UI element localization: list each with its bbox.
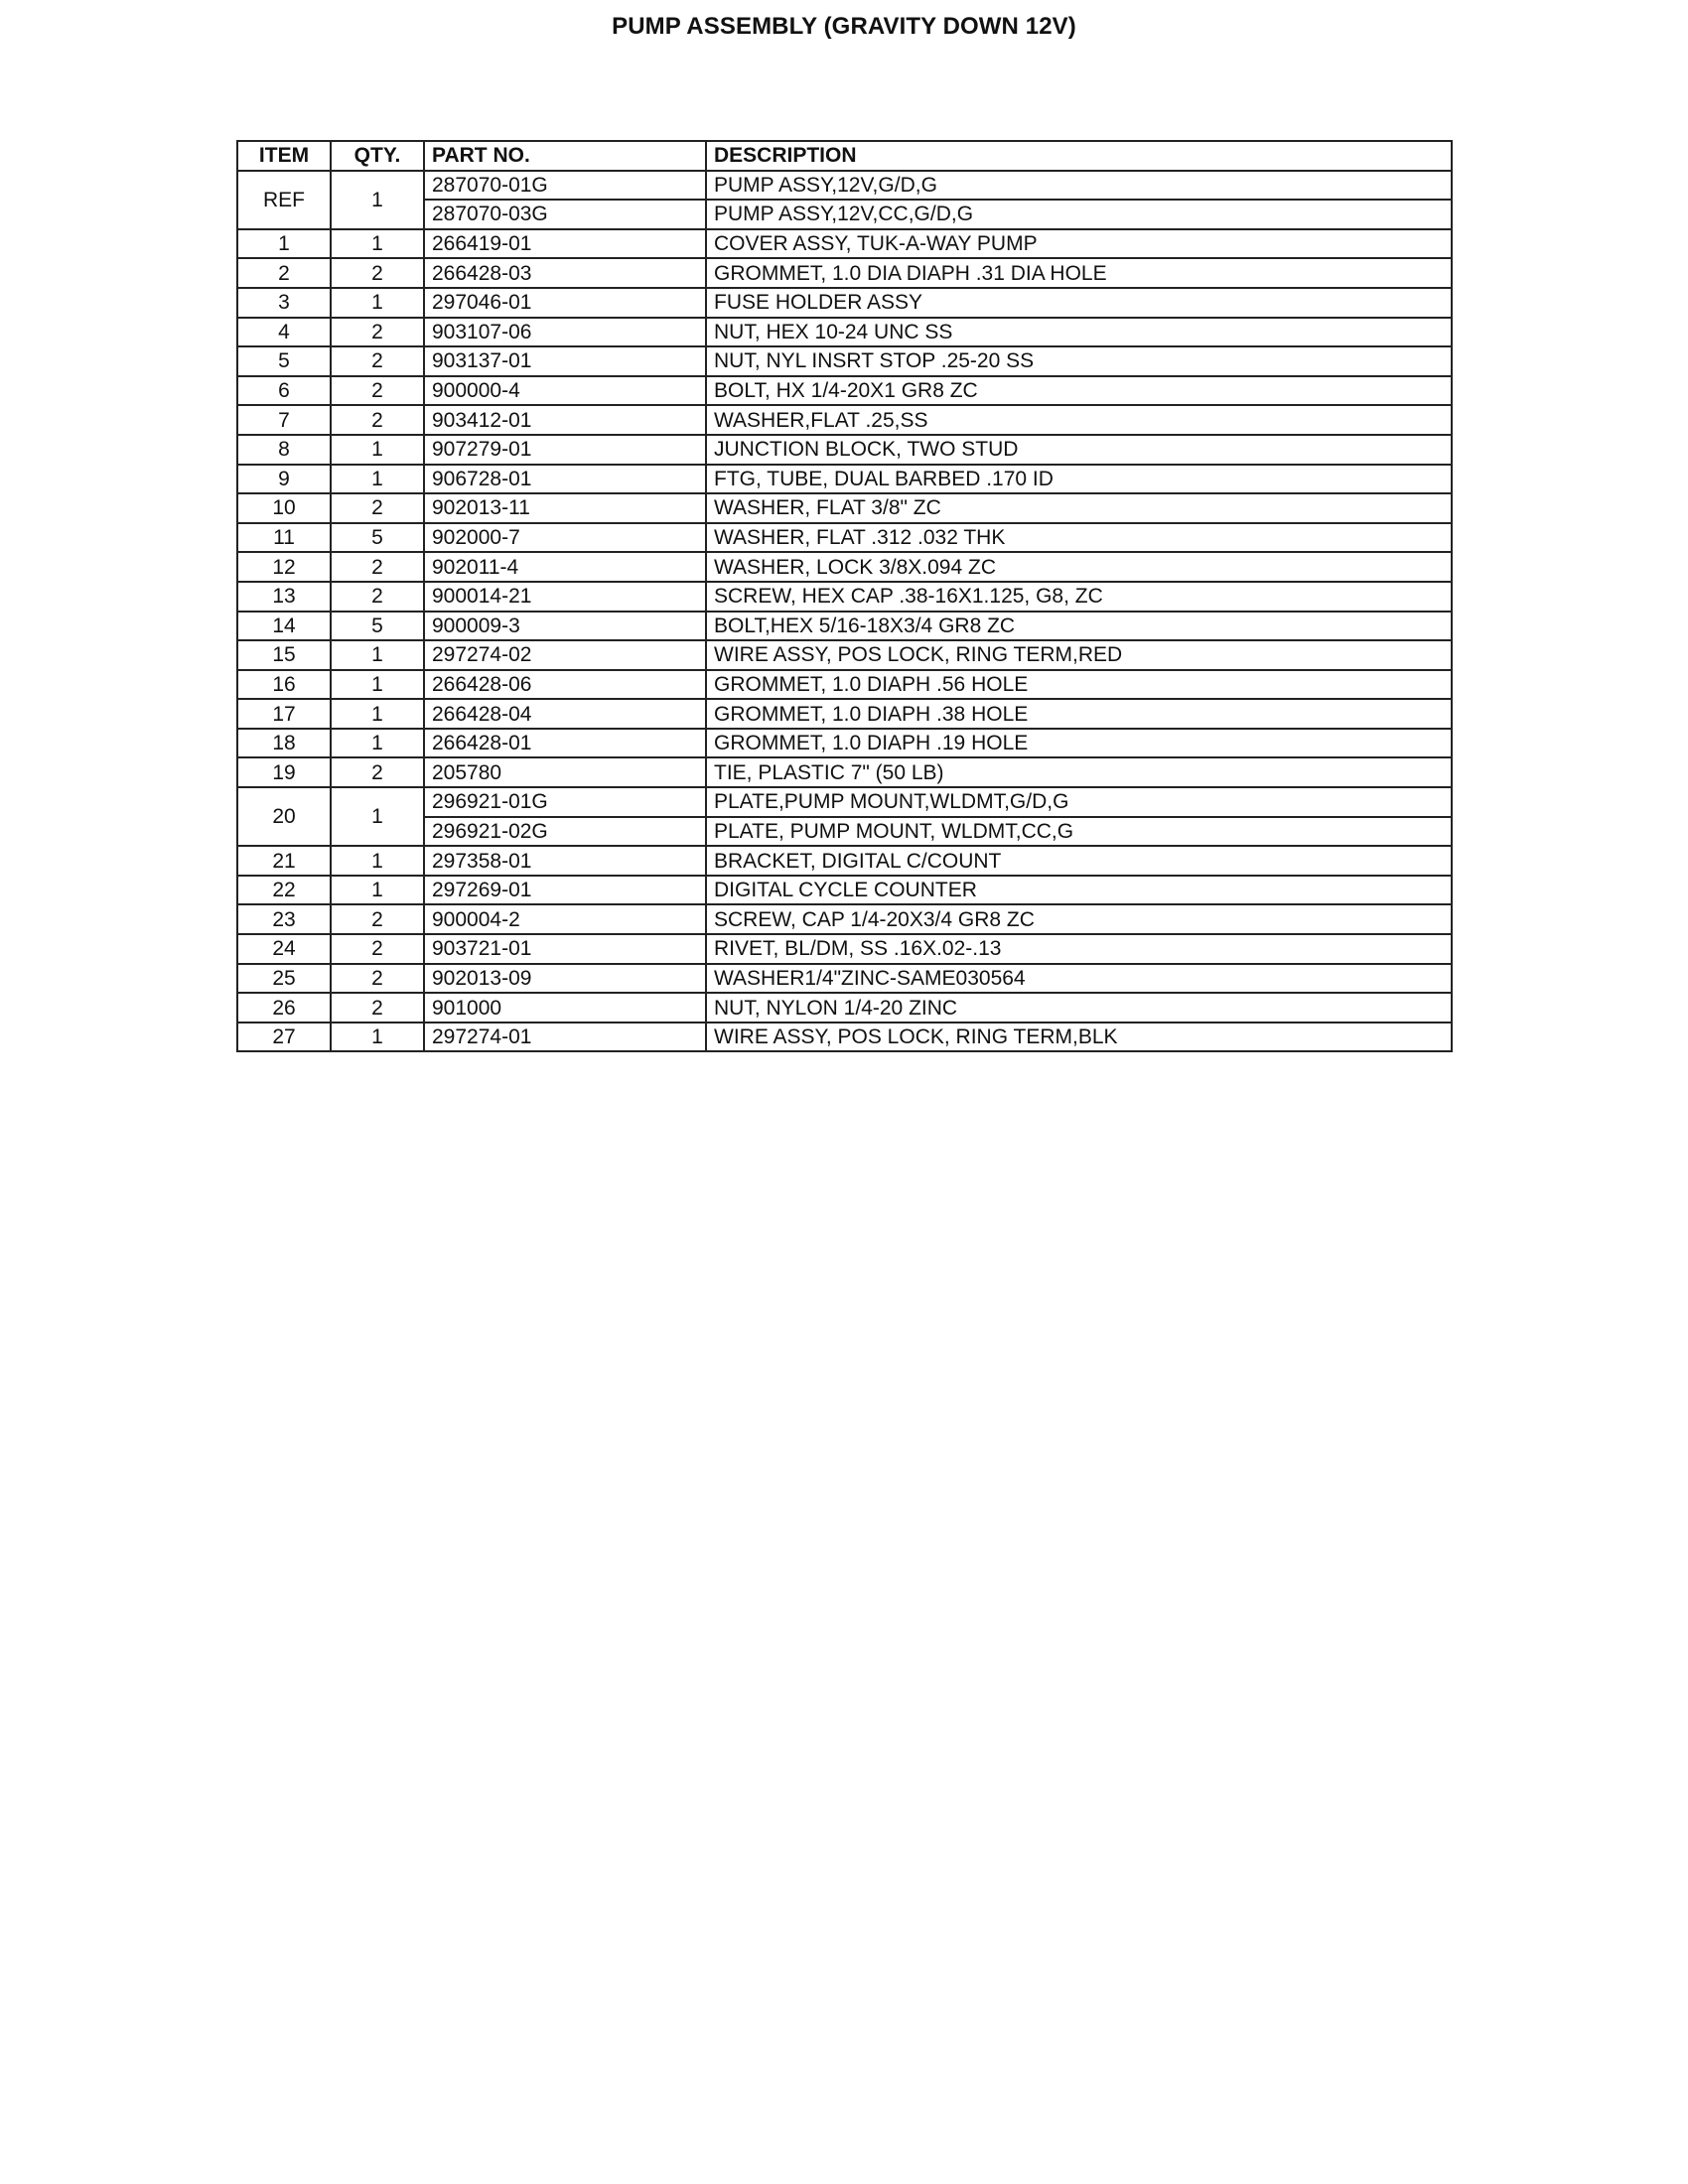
cell-part-no: 902013-09 — [424, 964, 706, 994]
cell-part-no: 903412-01 — [424, 405, 706, 435]
cell-part-no: 297269-01 — [424, 876, 706, 905]
cell-item: 16 — [237, 670, 331, 700]
table-row — [237, 171, 1452, 201]
cell-qty: 5 — [331, 612, 424, 641]
cell-part-no: 296921-01G — [424, 787, 706, 817]
cell-qty: 1 — [331, 1023, 424, 1052]
cell-item: 25 — [237, 964, 331, 994]
cell-description: PLATE, PUMP MOUNT, WLDMT,CC,G — [706, 817, 1452, 847]
table-row — [237, 670, 1452, 700]
cell-part-no: 900000-4 — [424, 376, 706, 406]
cell-part-no: 903137-01 — [424, 346, 706, 376]
table-body — [237, 171, 1452, 1052]
cell-part-no: 297274-01 — [424, 1023, 706, 1052]
cell-description: FTG, TUBE, DUAL BARBED .170 ID — [706, 465, 1452, 494]
cell-description: RIVET, BL/DM, SS .16X.02-.13 — [706, 934, 1452, 964]
cell-qty: 2 — [331, 964, 424, 994]
table-row — [237, 612, 1452, 641]
cell-description: GROMMET, 1.0 DIAPH .38 HOLE — [706, 699, 1452, 729]
cell-qty: 2 — [331, 376, 424, 406]
cell-qty: 2 — [331, 582, 424, 612]
table-row — [237, 993, 1452, 1023]
table-row — [237, 405, 1452, 435]
cell-item: 3 — [237, 288, 331, 318]
cell-item: 18 — [237, 729, 331, 758]
cell-description: TIE, PLASTIC 7" (50 LB) — [706, 757, 1452, 787]
cell-description: NUT, HEX 10-24 UNC SS — [706, 318, 1452, 347]
cell-part-no: 205780 — [424, 757, 706, 787]
cell-item: 14 — [237, 612, 331, 641]
cell-qty: 1 — [331, 229, 424, 259]
cell-description: PUMP ASSY,12V,CC,G/D,G — [706, 200, 1452, 229]
cell-item: 8 — [237, 435, 331, 465]
table-row — [237, 964, 1452, 994]
cell-part-no: 900014-21 — [424, 582, 706, 612]
table-row — [237, 346, 1452, 376]
cell-item: 27 — [237, 1023, 331, 1052]
cell-part-no: 297358-01 — [424, 846, 706, 876]
table-row — [237, 846, 1452, 876]
table-row — [237, 376, 1452, 406]
table-row — [237, 582, 1452, 612]
cell-qty: 1 — [331, 288, 424, 318]
cell-part-no: 297046-01 — [424, 288, 706, 318]
cell-qty: 2 — [331, 346, 424, 376]
cell-item: 21 — [237, 846, 331, 876]
cell-item: 4 — [237, 318, 331, 347]
cell-part-no: 266428-01 — [424, 729, 706, 758]
cell-description: WASHER, FLAT 3/8" ZC — [706, 493, 1452, 523]
cell-qty: 1 — [331, 465, 424, 494]
cell-qty: 1 — [331, 876, 424, 905]
cell-part-no: 297274-02 — [424, 640, 706, 670]
cell-description: FUSE HOLDER ASSY — [706, 288, 1452, 318]
parts-table — [236, 140, 1453, 1052]
cell-description: JUNCTION BLOCK, TWO STUD — [706, 435, 1452, 465]
cell-item: 9 — [237, 465, 331, 494]
cell-qty: 2 — [331, 258, 424, 288]
table-row — [237, 729, 1452, 758]
cell-part-no: 902013-11 — [424, 493, 706, 523]
cell-description: WASHER, FLAT .312 .032 THK — [706, 523, 1452, 553]
cell-qty: 2 — [331, 934, 424, 964]
cell-part-no: 296921-02G — [424, 817, 706, 847]
cell-qty: 2 — [331, 493, 424, 523]
cell-item: 17 — [237, 699, 331, 729]
cell-item: 20 — [237, 787, 331, 846]
table-row — [237, 493, 1452, 523]
cell-description: SCREW, HEX CAP .38-16X1.125, G8, ZC — [706, 582, 1452, 612]
table-row — [237, 787, 1452, 817]
cell-item: 1 — [237, 229, 331, 259]
cell-description: BRACKET, DIGITAL C/COUNT — [706, 846, 1452, 876]
cell-description: BOLT,HEX 5/16-18X3/4 GR8 ZC — [706, 612, 1452, 641]
cell-description: NUT, NYLON 1/4-20 ZINC — [706, 993, 1452, 1023]
table-row — [237, 904, 1452, 934]
cell-item: 5 — [237, 346, 331, 376]
cell-part-no: 903107-06 — [424, 318, 706, 347]
cell-item: 15 — [237, 640, 331, 670]
cell-part-no: 906728-01 — [424, 465, 706, 494]
table-row — [237, 934, 1452, 964]
table-row — [237, 465, 1452, 494]
header-item: ITEM — [237, 141, 331, 171]
cell-description: GROMMET, 1.0 DIAPH .56 HOLE — [706, 670, 1452, 700]
cell-qty: 1 — [331, 171, 424, 229]
cell-part-no: 266428-03 — [424, 258, 706, 288]
cell-description: WASHER, LOCK 3/8X.094 ZC — [706, 552, 1452, 582]
cell-part-no: 901000 — [424, 993, 706, 1023]
cell-part-no: 902011-4 — [424, 552, 706, 582]
table-row — [237, 552, 1452, 582]
cell-item: 24 — [237, 934, 331, 964]
table-row — [237, 699, 1452, 729]
cell-item: 12 — [237, 552, 331, 582]
cell-description: WASHER1/4"ZINC-SAME030564 — [706, 964, 1452, 994]
cell-qty: 2 — [331, 757, 424, 787]
cell-description: DIGITAL CYCLE COUNTER — [706, 876, 1452, 905]
table-row — [237, 258, 1452, 288]
table-row — [237, 229, 1452, 259]
table-row — [237, 523, 1452, 553]
table-row — [237, 318, 1452, 347]
cell-qty: 1 — [331, 699, 424, 729]
cell-item: REF — [237, 171, 331, 229]
cell-item: 19 — [237, 757, 331, 787]
table-row — [237, 435, 1452, 465]
header-qty: QTY. — [331, 141, 424, 171]
header-description: DESCRIPTION — [706, 141, 1452, 171]
cell-part-no: 907279-01 — [424, 435, 706, 465]
cell-qty: 1 — [331, 729, 424, 758]
cell-part-no: 903721-01 — [424, 934, 706, 964]
cell-qty: 2 — [331, 993, 424, 1023]
cell-part-no: 287070-03G — [424, 200, 706, 229]
cell-part-no: 287070-01G — [424, 171, 706, 201]
cell-description: WIRE ASSY, POS LOCK, RING TERM,RED — [706, 640, 1452, 670]
cell-description: BOLT, HX 1/4-20X1 GR8 ZC — [706, 376, 1452, 406]
table-row — [237, 1023, 1452, 1052]
cell-item: 6 — [237, 376, 331, 406]
cell-item: 7 — [237, 405, 331, 435]
cell-qty: 1 — [331, 435, 424, 465]
cell-description: GROMMET, 1.0 DIA DIAPH .31 DIA HOLE — [706, 258, 1452, 288]
cell-qty: 1 — [331, 846, 424, 876]
table-header-row — [237, 141, 1452, 171]
cell-description: WASHER,FLAT .25,SS — [706, 405, 1452, 435]
cell-item: 26 — [237, 993, 331, 1023]
cell-item: 10 — [237, 493, 331, 523]
cell-description: PUMP ASSY,12V,G/D,G — [706, 171, 1452, 201]
cell-qty: 2 — [331, 318, 424, 347]
cell-item: 11 — [237, 523, 331, 553]
table-row — [237, 288, 1452, 318]
cell-description: SCREW, CAP 1/4-20X3/4 GR8 ZC — [706, 904, 1452, 934]
cell-part-no: 902000-7 — [424, 523, 706, 553]
cell-part-no: 266428-04 — [424, 699, 706, 729]
page-title: PUMP ASSEMBLY (GRAVITY DOWN 12V) — [612, 13, 1076, 40]
cell-description: PLATE,PUMP MOUNT,WLDMT,G/D,G — [706, 787, 1452, 817]
header-part-no: PART NO. — [424, 141, 706, 171]
cell-description: NUT, NYL INSRT STOP .25-20 SS — [706, 346, 1452, 376]
cell-description: GROMMET, 1.0 DIAPH .19 HOLE — [706, 729, 1452, 758]
cell-qty: 2 — [331, 405, 424, 435]
cell-item: 2 — [237, 258, 331, 288]
cell-part-no: 266419-01 — [424, 229, 706, 259]
table-row — [237, 640, 1452, 670]
cell-qty: 1 — [331, 670, 424, 700]
cell-description: COVER ASSY, TUK-A-WAY PUMP — [706, 229, 1452, 259]
cell-description: WIRE ASSY, POS LOCK, RING TERM,BLK — [706, 1023, 1452, 1052]
cell-item: 13 — [237, 582, 331, 612]
cell-part-no: 900004-2 — [424, 904, 706, 934]
cell-qty: 1 — [331, 640, 424, 670]
table-row — [237, 757, 1452, 787]
cell-qty: 1 — [331, 787, 424, 846]
cell-part-no: 266428-06 — [424, 670, 706, 700]
table-row — [237, 876, 1452, 905]
cell-item: 23 — [237, 904, 331, 934]
cell-part-no: 900009-3 — [424, 612, 706, 641]
cell-qty: 2 — [331, 552, 424, 582]
cell-item: 22 — [237, 876, 331, 905]
cell-qty: 5 — [331, 523, 424, 553]
cell-qty: 2 — [331, 904, 424, 934]
